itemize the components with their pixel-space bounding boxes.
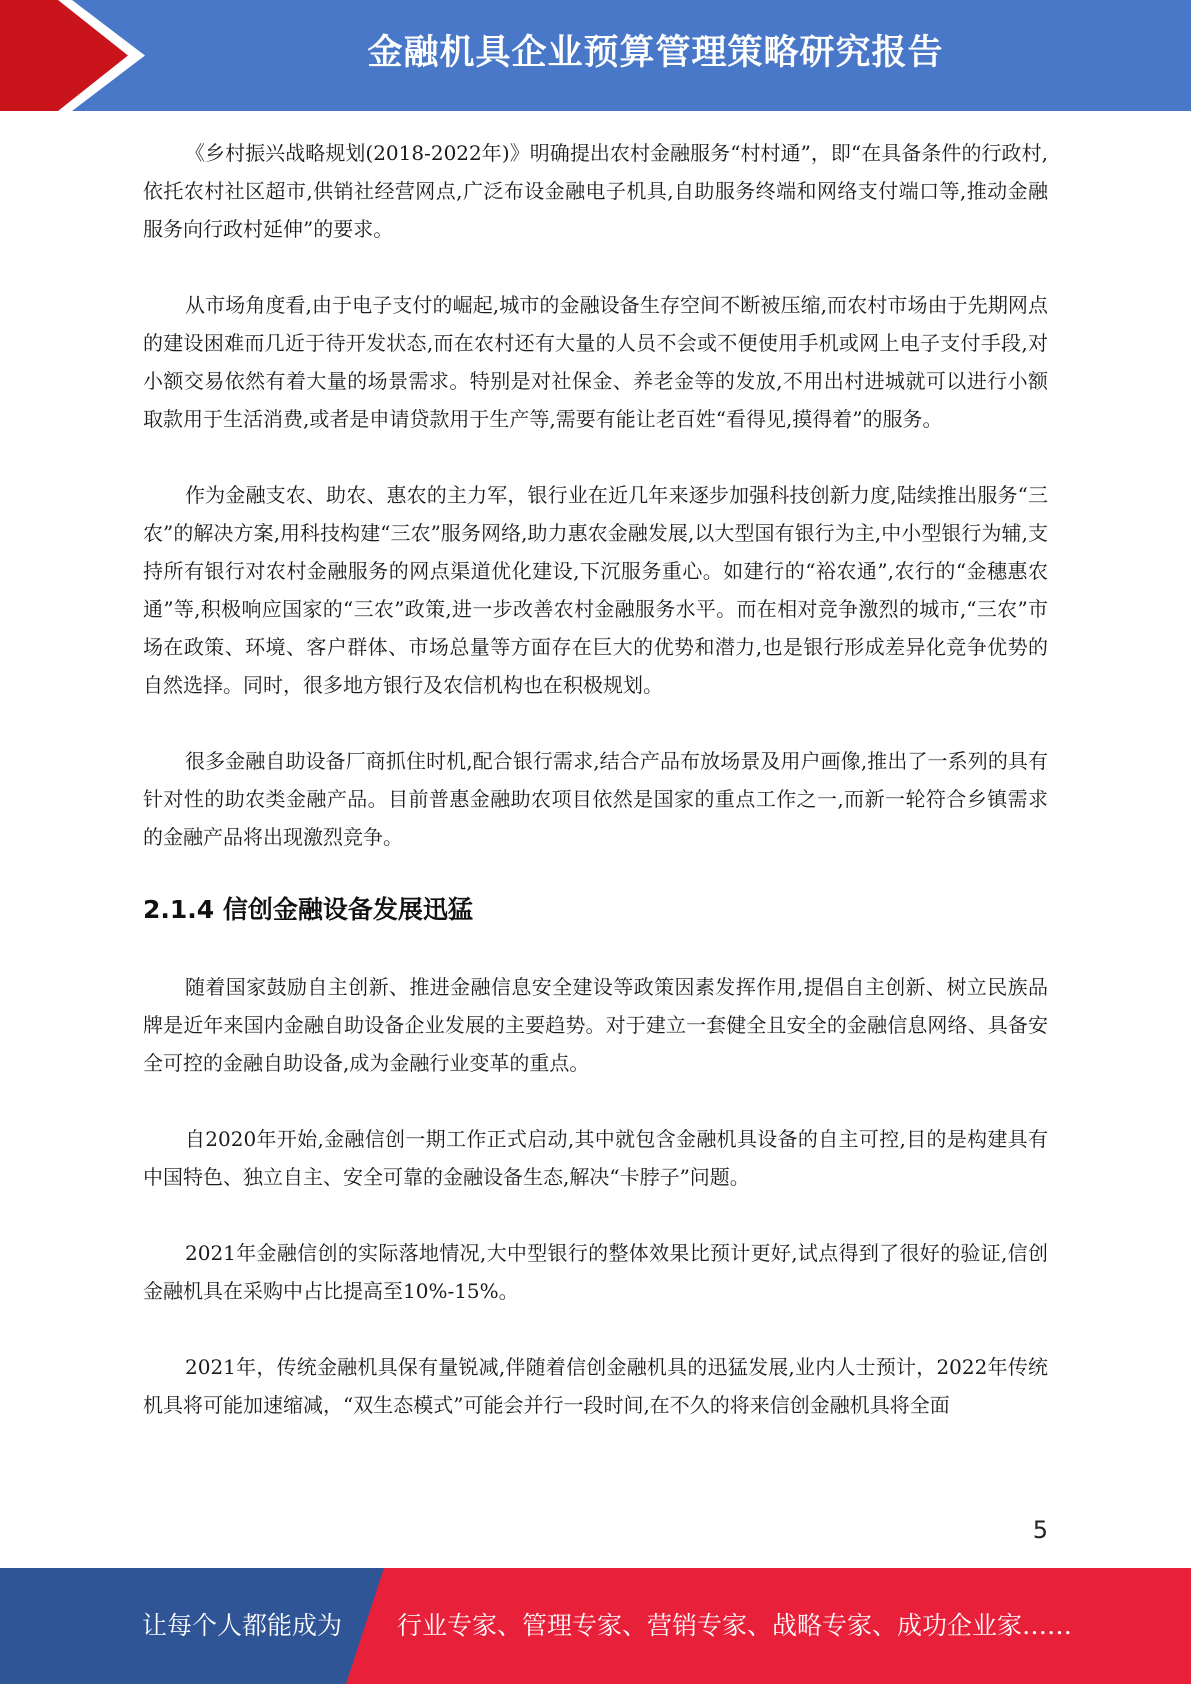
paragraph: 自2020年开始,金融信创一期工作正式启动,其中就包含金融机具设备的自主可控,目的是构建具有中国特色、独立自主、安全可靠的金融设备生态,解决“卡脖子”问题。 [143, 1127, 1048, 1189]
report-title: 金融机具企业预算管理策略研究报告 [367, 33, 944, 73]
section-heading: 2.1.4 信创金融设备发展迅猛 [143, 895, 473, 924]
page-footer [0, 1568, 1191, 1684]
page-header [0, 0, 1191, 111]
paragraph: 2021年金融信创的实际落地情况,大中型银行的整体效果比预计更好,试点得到了很好的验证,信创金融机具在采购中占比提高至10%-15%。 [143, 1241, 1048, 1303]
paragraph: 《乡村振兴战略规划(2018-2022年)》明确提出农村金融服务“村村通”，即“在具备条件的行政村,依托农村社区超市,供销社经营网点,广泛布设金融电子机具,自助服务终端和网络支付端口等,推动金融服务向行政村延伸”的要求。 [143, 141, 1048, 241]
page-number: 5 [1032, 1516, 1048, 1544]
paragraph: 很多金融自助设备厂商抓住时机,配合银行需求,结合产品布放场景及用户画像,推出了一系列的具有针对性的助农类金融产品。目前普惠金融助农项目依然是国家的重点工作之一,而新一轮符合乡镇需求的金融产品将出现激烈竞争。 [143, 749, 1048, 849]
paragraph: 随着国家鼓励自主创新、推进金融信息安全建设等政策因素发挥作用,提倡自主创新、树立民族品牌是近年来国内金融自助设备企业发展的主要趋势。对于建立一套健全且安全的金融信息网络、具备安全可控的金融自助设备,成为金融行业变革的重点。 [143, 975, 1048, 1075]
header-arrow-decoration [0, 0, 160, 111]
document-body [143, 134, 1048, 1424]
footer-slogan-right: 行业专家、管理专家、营销专家、战略专家、成功企业家…… [397, 1611, 1073, 1640]
paragraph: 2021年，传统金融机具保有量锐减,伴随着信创金融机具的迅猛发展,业内人士预计，2022年传统机具将可能加速缩减，“双生态模式”可能会并行一段时间,在不久的将来信创金融机具将全面 [143, 1355, 1048, 1417]
paragraph: 从市场角度看,由于电子支付的崛起,城市的金融设备生存空间不断被压缩,而农村市场由于先期网点的建设困难而几近于待开发状态,而在农村还有大量的人员不会或不便使用手机或网上电子支付手段,对小额交易依然有着大量的场景需求。特别是对社保金、养老金等的发放,不用出村进城就可以进行小额取款用于生活消费,或者是申请贷款用于生产等,需要有能让老百姓“看得见,摸得着”的服务。 [143, 293, 1048, 431]
footer-slogan-left: 让每个人都能成为 [142, 1611, 343, 1640]
paragraph: 作为金融支农、助农、惠农的主力军，银行业在近几年来逐步加强科技创新力度,陆续推出服务“三农”的解决方案,用科技构建“三农”服务网络,助力惠农金融发展,以大型国有银行为主,中小型银行为辅,支持所有银行对农村金融服务的网点渠道优化建设,下沉服务重心。如建行的“裕农通”,农行的“金穗惠农通”等,积极响应国家的“三农”政策,进一步改善农村金融服务水平。而在相对竞争激烈的城市,“三农”市场在政策、环境、客户群体、市场总量等方面存在巨大的优势和潜力,也是银行形成差异化竞争优势的自然选择。同时，很多地方银行及农信机构也在积极规划。 [143, 483, 1048, 697]
